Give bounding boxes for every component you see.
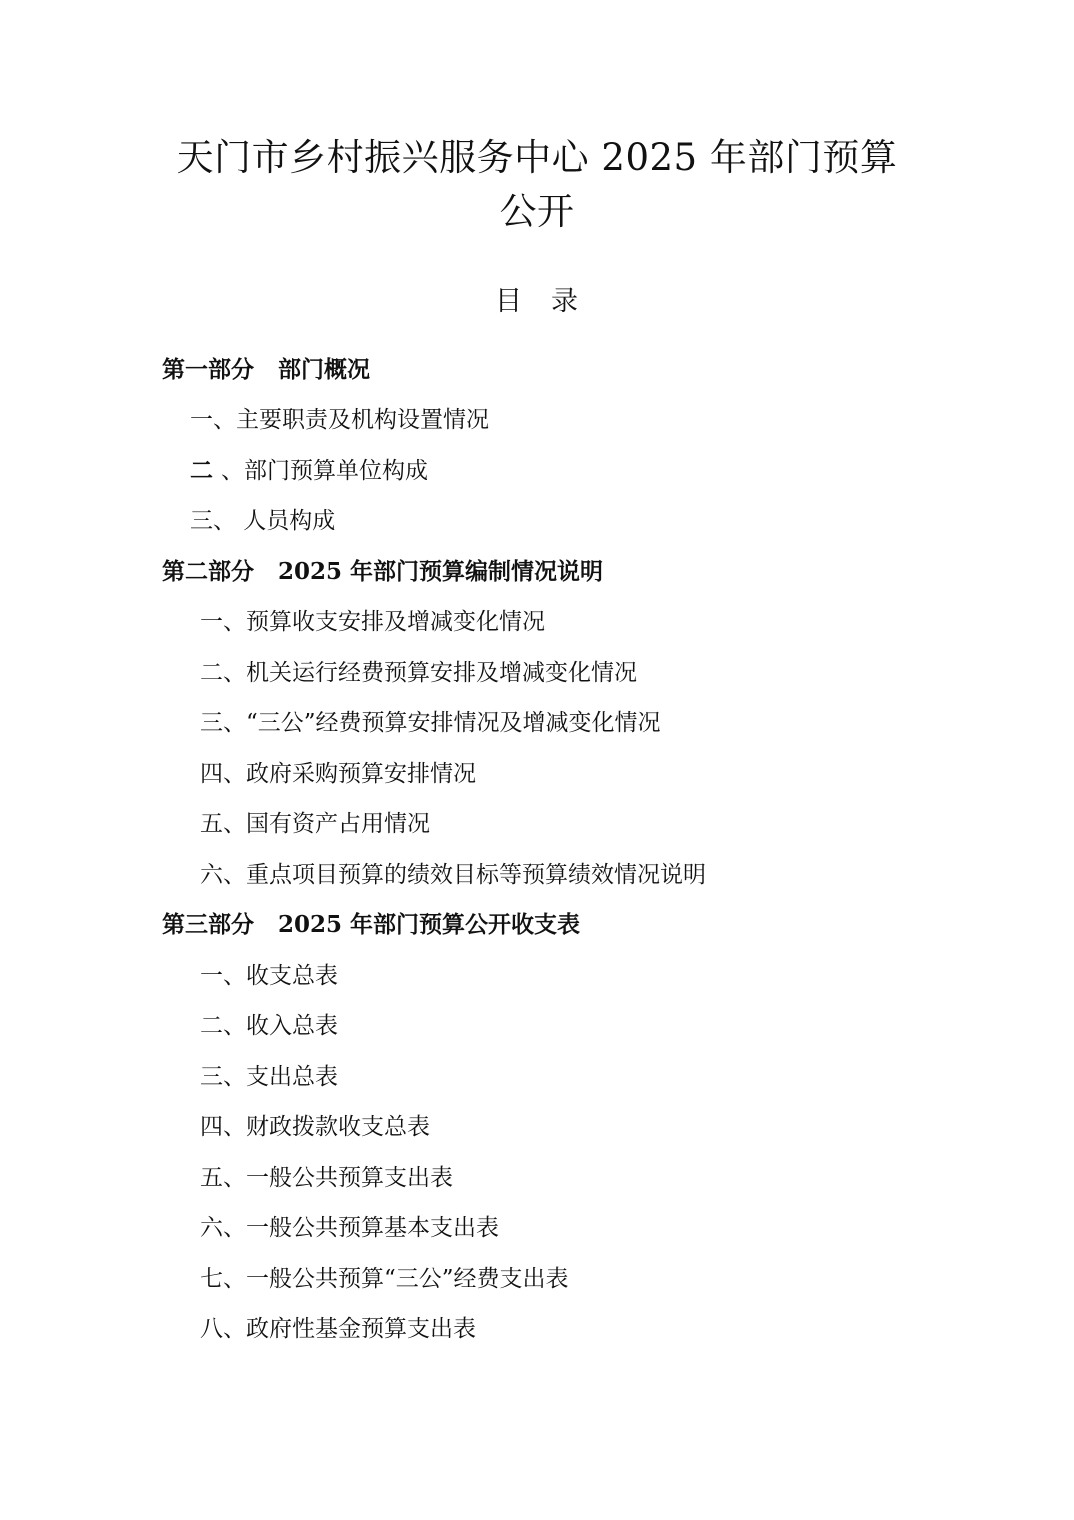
toc-part-3-item-1: 一、收支总表 <box>200 963 338 989</box>
toc-part-2-item-6: 六、重点项目预算的绩效目标等预算绩效情况说明 <box>200 862 706 888</box>
toc-part-1-item-1: 一、主要职责及机构设置情况 <box>190 407 489 433</box>
document-title-line-1: 天门市乡村振兴服务中心 2025 年部门预算 <box>176 136 898 179</box>
toc-part-3-item-7: 七、一般公共预算“三公”经费支出表 <box>200 1266 569 1292</box>
toc-part-1-label: 第一部分 <box>162 356 254 383</box>
toc-part-2-title: 2025 年部门预算编制情况说明 <box>278 558 604 585</box>
toc-part-2-item-2: 二、机关运行经费预算安排及增减变化情况 <box>200 660 637 686</box>
toc-part-1-item-2-number: 二 <box>190 457 222 484</box>
document-title-line-2: 公开 <box>499 190 575 233</box>
toc-part-1 <box>162 354 370 386</box>
toc-part-3 <box>162 909 580 941</box>
toc-part-1-title: 部门概况 <box>278 356 370 383</box>
toc-part-2-label: 第二部分 <box>162 558 254 585</box>
toc-part-3-label: 第三部分 <box>162 911 254 938</box>
toc-heading-char-2: 录 <box>551 286 579 317</box>
toc-part-3-title: 2025 年部门预算公开收支表 <box>278 911 581 938</box>
toc-part-1-item-3: 三、 人员构成 <box>190 508 336 534</box>
toc-part-2-item-1: 一、预算收支安排及增减变化情况 <box>200 609 545 635</box>
toc-part-3-item-8: 八、政府性基金预算支出表 <box>200 1316 476 1342</box>
toc-part-1-item-2-text: 、部门预算单位构成 <box>221 458 429 484</box>
toc-part-2-item-4: 四、政府采购预算安排情况 <box>200 761 476 787</box>
toc-part-3-item-4: 四、财政拨款收支总表 <box>200 1114 430 1140</box>
toc-part-3-item-3: 三、支出总表 <box>200 1064 338 1090</box>
toc-part-2-item-3: 三、“三公”经费预算安排情况及增减变化情况 <box>200 710 661 736</box>
toc-heading-char-1: 目 <box>495 286 523 317</box>
toc-part-2 <box>162 556 603 588</box>
toc-part-3-item-6: 六、一般公共预算基本支出表 <box>200 1215 499 1241</box>
toc-part-1-item-2 <box>190 455 428 487</box>
toc-heading <box>0 284 1074 320</box>
toc-part-3-item-2: 二、收入总表 <box>200 1013 338 1039</box>
toc-part-3-item-5: 五、一般公共预算支出表 <box>200 1165 453 1191</box>
toc-part-2-item-5: 五、国有资产占用情况 <box>200 811 430 837</box>
